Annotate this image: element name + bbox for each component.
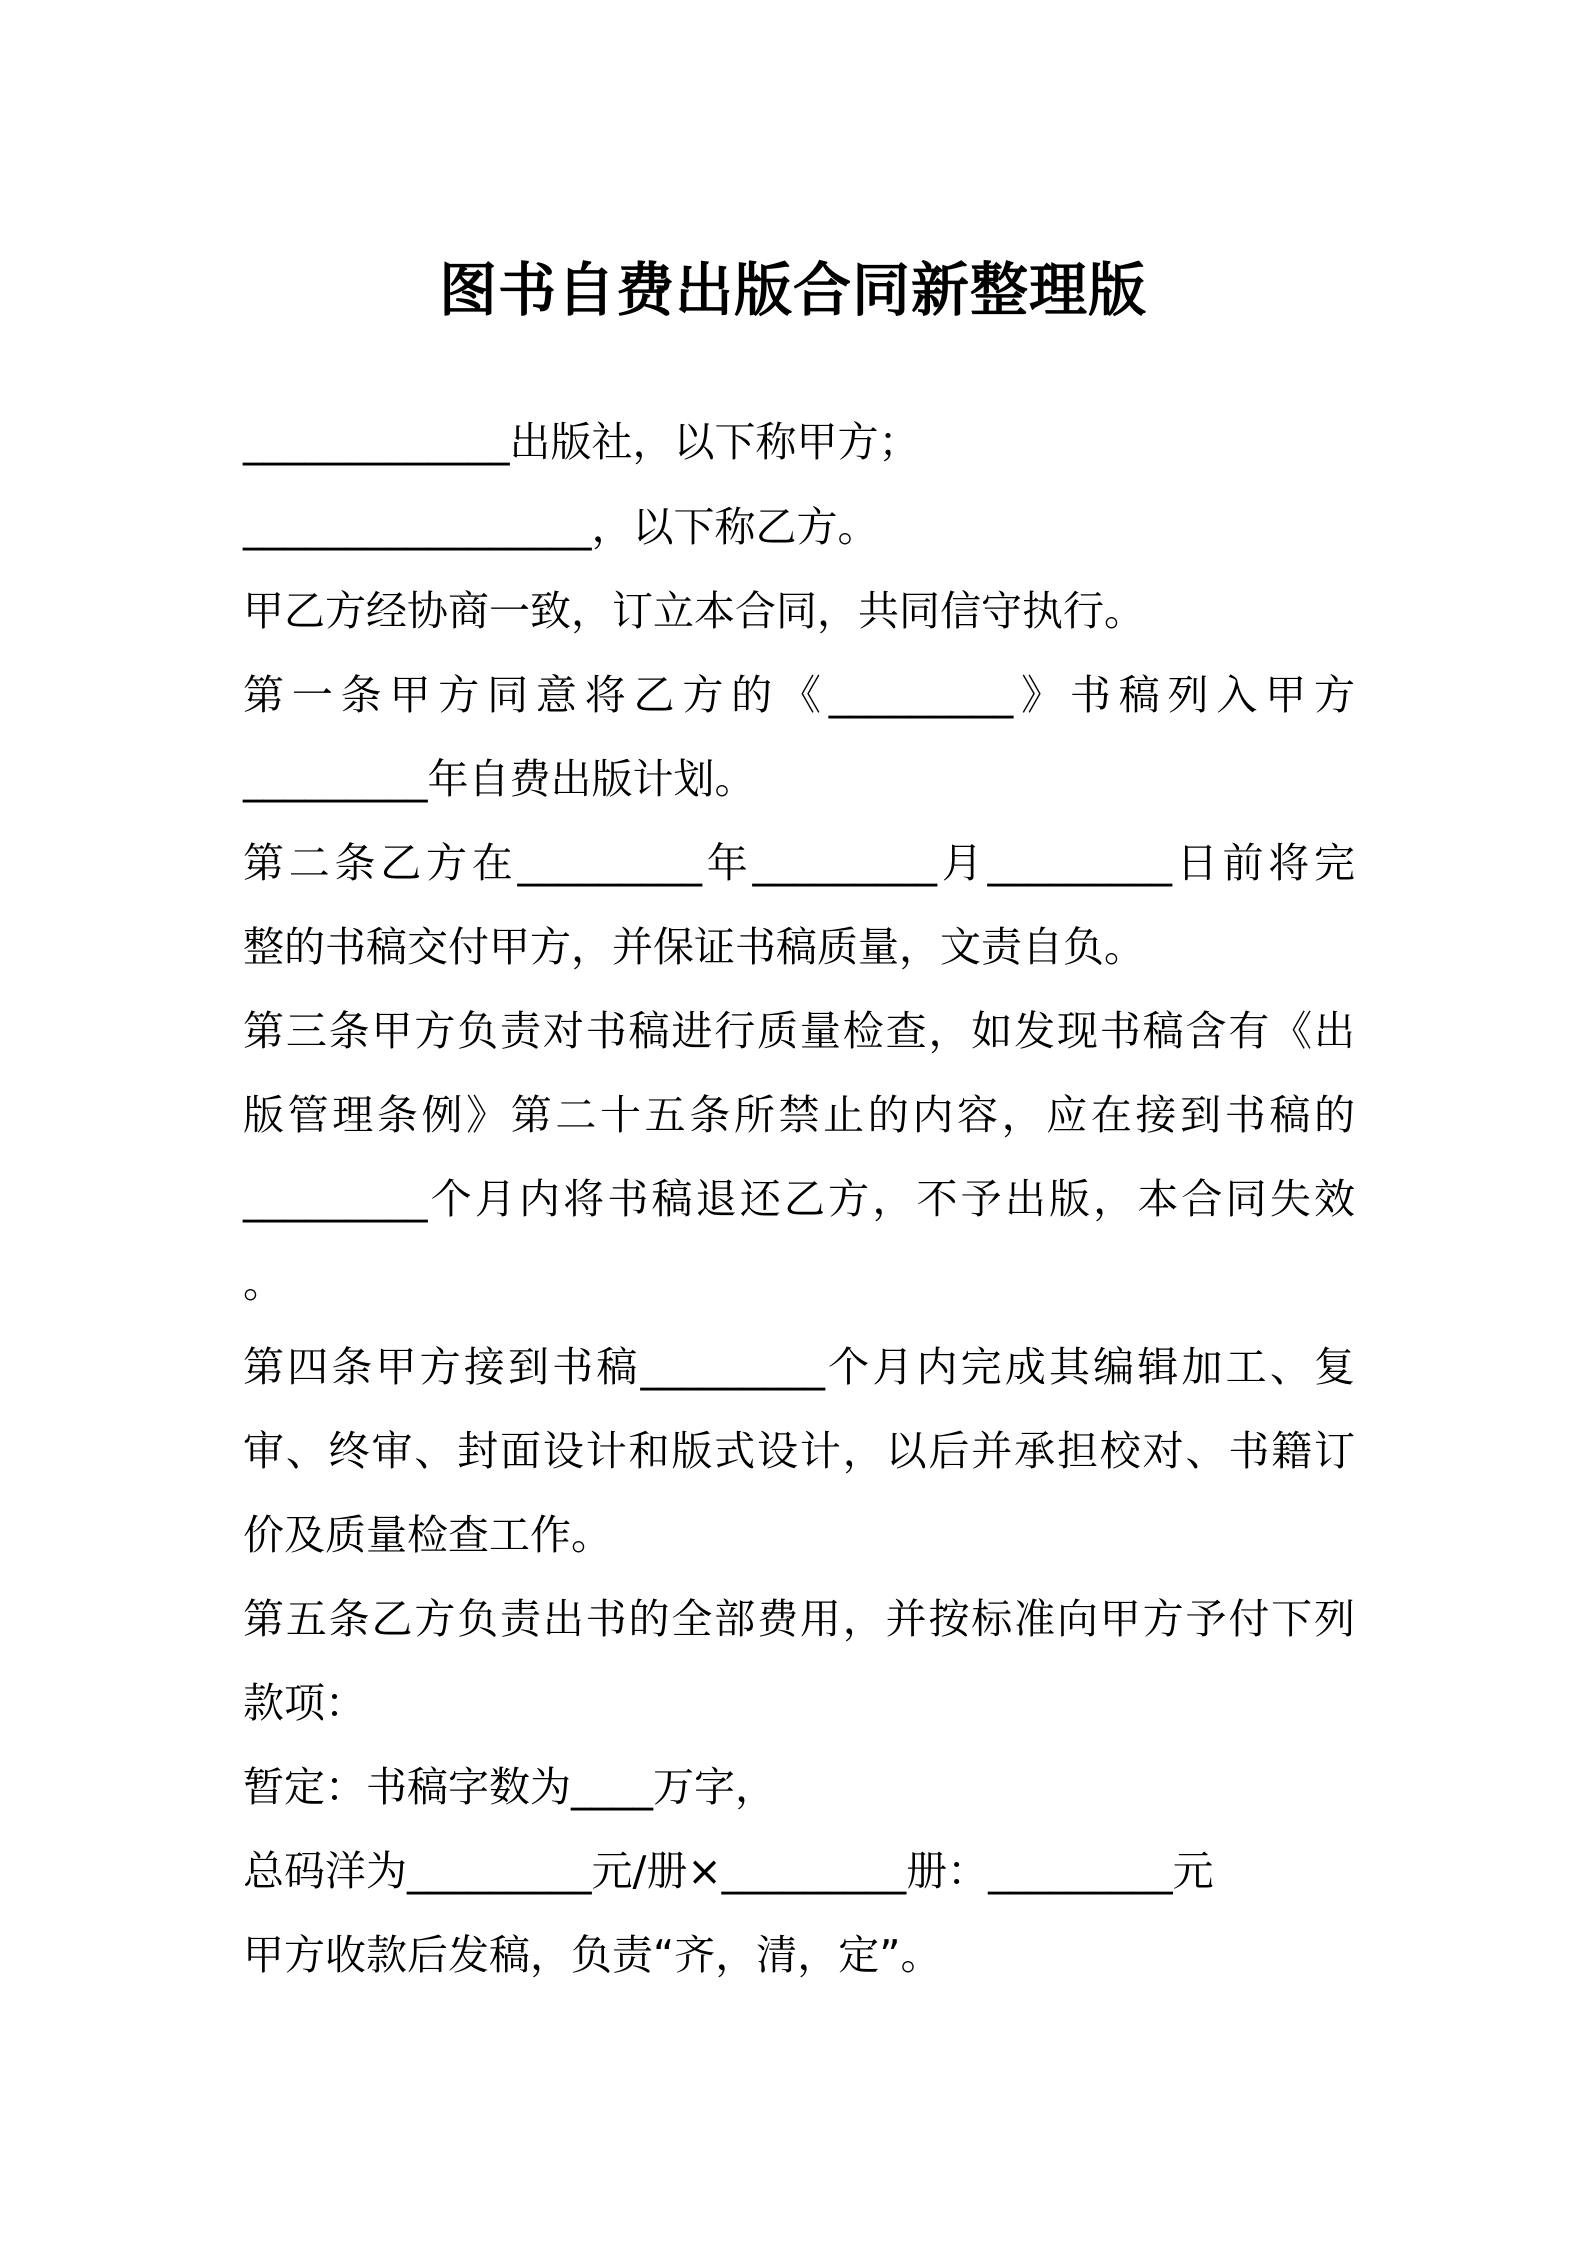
- word-count-line: 暂定：书稿字数为____万字，: [243, 1763, 776, 1811]
- party-a-line: _____________出版社，以下称甲方；: [243, 418, 920, 466]
- article-3-line-4: 。: [243, 1259, 284, 1307]
- agreement-intro-line: 甲乙方经协商一致，订立本合同，共同信守执行。: [243, 587, 1145, 635]
- payment-terms-line: 甲方收款后发稿，负责“齐，清，定”。: [243, 1931, 942, 1979]
- article-4-line-1: 第四条甲方接到书稿_________个月内完成其编辑加工、复: [243, 1343, 1355, 1391]
- article-3-line-3: _________个月内将书稿退还乙方，不予出版，本合同失效: [243, 1175, 1355, 1223]
- article-1-line-2: _________年自费出版计划。: [243, 755, 756, 803]
- article-5-line-1: 第五条乙方负责出书的全部费用，并按标准向甲方予付下列: [243, 1595, 1355, 1643]
- article-2-line-2: 整的书稿交付甲方，并保证书稿质量，文责自负。: [243, 923, 1145, 971]
- article-1-line-1: 第一条甲方同意将乙方的《_________》书稿列入甲方: [243, 671, 1355, 719]
- article-4-line-2: 审、终审、封面设计和版式设计，以后并承担校对、书籍订: [243, 1427, 1355, 1475]
- article-5-line-2: 款项：: [243, 1679, 366, 1727]
- party-b-line: _________________，以下称乙方。: [243, 503, 879, 551]
- article-4-line-3: 价及质量检查工作。: [243, 1511, 612, 1559]
- article-2-line-1: 第二条乙方在_________年_________月_________日前将完: [243, 839, 1355, 887]
- document-title: 图书自费出版合同新整理版: [438, 256, 1147, 324]
- article-3-line-2: 版管理条例》第二十五条所禁止的内容，应在接到书稿的: [243, 1091, 1355, 1139]
- total-price-line: 总码洋为_________元/册×_________册：_________元: [243, 1847, 1214, 1895]
- article-3-line-1: 第三条甲方负责对书稿进行质量检查，如发现书稿含有《出: [243, 1007, 1355, 1055]
